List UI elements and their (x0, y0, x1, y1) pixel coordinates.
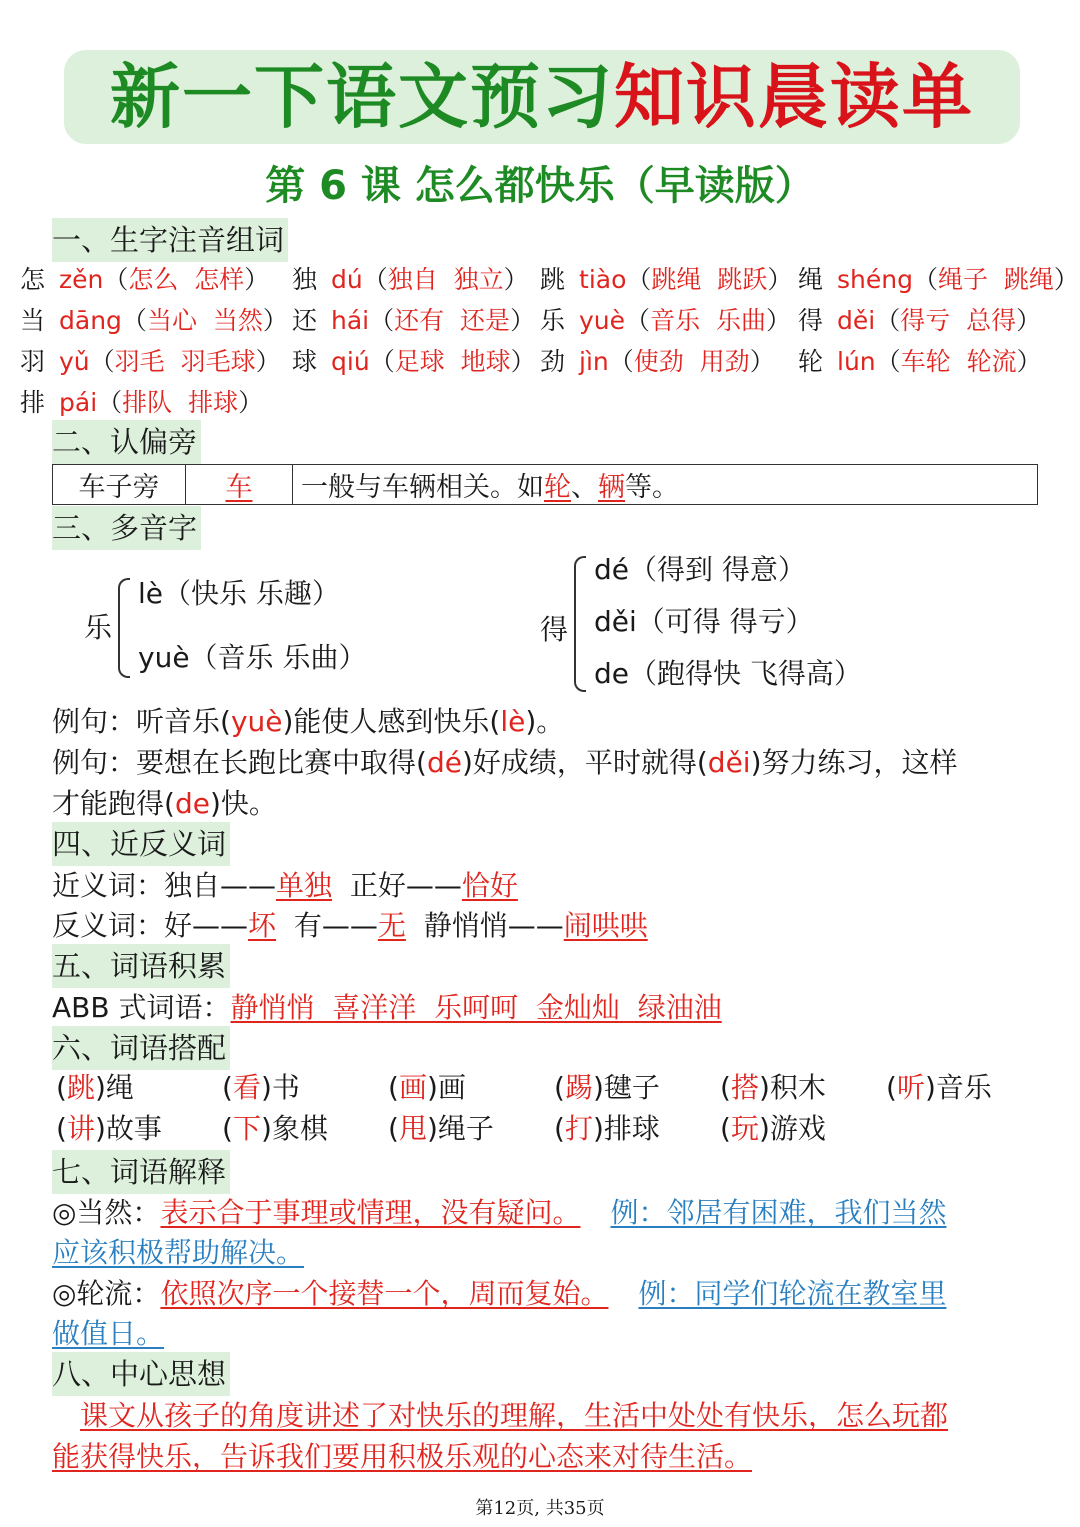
char-entry: 羽 yǔ（羽毛 羽毛球） (20, 347, 281, 376)
word-match-item: (玩)游戏 (720, 1112, 826, 1145)
char-entry: 球 qiú（足球 地球） (292, 347, 536, 376)
brace-de (574, 556, 586, 692)
radical-desc-text: 一般与车辆相关。如 (301, 472, 544, 503)
example-sentence-3: 才能跑得(de)快。 (52, 787, 277, 820)
char-glyph: 得 (798, 306, 824, 335)
section-heading-4: 四、近反义词 (52, 822, 230, 866)
match-verb: 下 (232, 1112, 261, 1145)
match-verb: 玩 (730, 1112, 759, 1145)
synonyms-line: 近义词：独自——单独 正好——恰好 (52, 869, 518, 902)
char-glyph: 独 (292, 265, 318, 294)
radical-desc (293, 465, 1038, 505)
match-verb: 搭 (730, 1071, 759, 1104)
char-entry: 跳 tiào（跳绳 跳跃） (540, 265, 793, 294)
main-idea-line2: 能获得快乐，告诉我们要用积极乐观的心态来对待生活。 (52, 1440, 753, 1473)
poly-char-de: 得 (540, 613, 569, 646)
poly-de-reading-2: děi（可得 得亏） (594, 605, 814, 638)
char-glyph: 绳 (798, 265, 824, 294)
char-pinyin: dāng (59, 306, 122, 335)
example-sentence-1: 例句：听音乐(yuè)能使人感到快乐(lè)。 (52, 705, 565, 738)
poly-le-reading-1: lè（快乐 乐趣） (138, 577, 340, 610)
section-heading-5: 五、词语积累 (52, 944, 230, 988)
word-match-item: (踢)毽子 (554, 1071, 660, 1104)
match-verb: 跳 (66, 1071, 95, 1104)
radical-sep: 、 (571, 472, 598, 503)
char-entry: 劲 jìn（使劲 用劲） (540, 347, 775, 376)
radical-desc-end: 等。 (625, 472, 679, 503)
char-entry: 乐 yuè（音乐 乐曲） (540, 306, 791, 335)
char-pinyin: lún (837, 347, 876, 376)
abb-words-line: ABB 式词语：静悄悄 喜洋洋 乐呵呵 金灿灿 绿油油 (52, 991, 722, 1024)
radical-symbol: 车 (225, 472, 253, 503)
char-glyph: 跳 (540, 265, 566, 294)
match-noun: 音乐 (935, 1071, 992, 1104)
example-sentence-2: 例句：要想在长跑比赛中取得(dé)好成绩，平时就得(děi)努力练习，这样 (52, 746, 958, 779)
section-heading-2: 二、认偏旁 (52, 420, 201, 464)
match-noun: 毽子 (603, 1071, 660, 1104)
radical-table (52, 464, 1038, 505)
match-verb: 听 (896, 1071, 925, 1104)
match-noun: 绳子 (437, 1112, 494, 1145)
char-entry: 还 hái（还有 还是） (292, 306, 536, 335)
char-entry: 怎 zěn（怎么 怎样） (20, 265, 270, 294)
char-pinyin: děi (837, 306, 876, 335)
poly-de-reading-1: dé（得到 得意） (594, 553, 806, 586)
radical-example-1: 轮 (544, 472, 571, 503)
word-match-item: (听)音乐 (886, 1071, 992, 1104)
match-noun: 绳 (105, 1071, 134, 1104)
char-entry: 轮 lún（车轮 轮流） (798, 347, 1042, 376)
word-match-item: (画)画 (388, 1071, 466, 1104)
explain-dangran-line2: 应该积极帮助解决。 (52, 1236, 305, 1269)
char-words: 排队 排球 (122, 388, 239, 417)
match-verb: 讲 (66, 1112, 95, 1145)
radical-symbol-cell (186, 465, 293, 505)
char-words: 使劲 用劲 (633, 347, 750, 376)
main-idea-line1: 课文从孩子的角度讲述了对快乐的理解，生活中处处有快乐，怎么玩都 (80, 1399, 949, 1432)
explain-lunliu-line1: ◎轮流：依照次序一个接替一个，周而复始。 例：同学们轮流在教室里 (52, 1277, 947, 1310)
title-banner (64, 50, 1020, 144)
lesson-subtitle: 第 6 课 怎么都快乐（早读版） (265, 163, 815, 209)
section-heading-3: 三、多音字 (52, 506, 201, 550)
char-words: 音乐 乐曲 (650, 306, 766, 335)
char-words: 独自 独立 (387, 265, 504, 294)
match-noun: 画 (437, 1071, 466, 1104)
page-footer: 第12页, 共35页 (475, 1498, 605, 1519)
word-match-item: (下)象棋 (222, 1112, 328, 1145)
section-heading-1: 一、生字注音组词 (52, 218, 288, 262)
char-pinyin: shéng (837, 265, 913, 294)
match-noun: 积木 (769, 1071, 826, 1104)
char-words: 跳绳 跳跃 (651, 265, 768, 294)
char-words: 当心 当然 (146, 306, 263, 335)
title-part1: 新一下语文预习 (110, 55, 614, 138)
match-noun: 故事 (105, 1112, 162, 1145)
char-pinyin: dú (331, 265, 363, 294)
char-pinyin: zěn (59, 265, 104, 294)
match-verb: 看 (232, 1071, 261, 1104)
char-glyph: 球 (292, 347, 318, 376)
poly-de-reading-3: de（跑得快 飞得高） (594, 657, 862, 690)
char-words: 羽毛 羽毛球 (114, 347, 256, 376)
char-entry: 独 dú（独自 独立） (292, 265, 529, 294)
char-entry: 得 děi（得亏 总得） (798, 306, 1042, 335)
explain-dangran-line1: ◎当然：表示合于事理或情理，没有疑问。 例：邻居有困难，我们当然 (52, 1196, 947, 1229)
word-match-item: (看)书 (222, 1071, 300, 1104)
char-words: 得亏 总得 (900, 306, 1017, 335)
char-pinyin: jìn (579, 347, 609, 376)
char-pinyin: yǔ (59, 347, 90, 376)
char-pinyin: pái (59, 388, 98, 417)
char-glyph: 羽 (20, 347, 46, 376)
char-words: 车轮 轮流 (900, 347, 1017, 376)
poly-le-reading-2: yuè（音乐 乐曲） (138, 641, 367, 674)
section-heading-8: 八、中心思想 (52, 1352, 230, 1396)
char-words: 还有 还是 (394, 306, 511, 335)
match-noun: 排球 (603, 1112, 660, 1145)
char-glyph: 怎 (20, 265, 46, 294)
word-match-item: (讲)故事 (56, 1112, 162, 1145)
match-verb: 甩 (398, 1112, 427, 1145)
section-heading-7: 七、词语解释 (52, 1150, 230, 1194)
char-pinyin: hái (331, 306, 370, 335)
char-words: 怎么 怎样 (128, 265, 245, 294)
char-glyph: 还 (292, 306, 318, 335)
char-glyph: 排 (20, 388, 46, 417)
char-entry: 绳 shéng（绳子 跳绳） (798, 265, 1079, 294)
match-noun: 象棋 (271, 1112, 328, 1145)
char-pinyin: qiú (331, 347, 370, 376)
char-glyph: 轮 (798, 347, 824, 376)
char-glyph: 劲 (540, 347, 566, 376)
match-noun: 游戏 (769, 1112, 826, 1145)
explain-lunliu-line2: 做值日。 (52, 1317, 165, 1350)
char-words: 绳子 跳绳 (938, 265, 1054, 294)
char-glyph: 当 (20, 306, 46, 335)
antonyms-line: 反义词：好——坏 有——无 静悄悄——闹哄哄 (52, 909, 648, 942)
match-verb: 画 (398, 1071, 427, 1104)
word-match-item: (搭)积木 (720, 1071, 826, 1104)
char-pinyin: tiào (579, 265, 627, 294)
match-noun: 书 (271, 1071, 300, 1104)
word-match-item: (甩)绳子 (388, 1112, 494, 1145)
char-pinyin: yuè (579, 306, 626, 335)
word-match-item: (打)排球 (554, 1112, 660, 1145)
poly-char-le: 乐 (84, 611, 113, 644)
match-verb: 打 (564, 1112, 593, 1145)
match-verb: 踢 (564, 1071, 593, 1104)
char-entry: 排 pái（排队 排球） (20, 388, 264, 417)
word-match-item: (跳)绳 (56, 1071, 134, 1104)
section-heading-6: 六、词语搭配 (52, 1026, 230, 1070)
char-entry: 当 dāng（当心 当然） (20, 306, 288, 335)
brace-le (118, 578, 130, 678)
char-words: 足球 地球 (394, 347, 511, 376)
radical-name: 车子旁 (53, 465, 186, 505)
title-part2: 知识晨读单 (614, 55, 974, 138)
char-glyph: 乐 (540, 306, 566, 335)
radical-example-2: 辆 (598, 472, 625, 503)
